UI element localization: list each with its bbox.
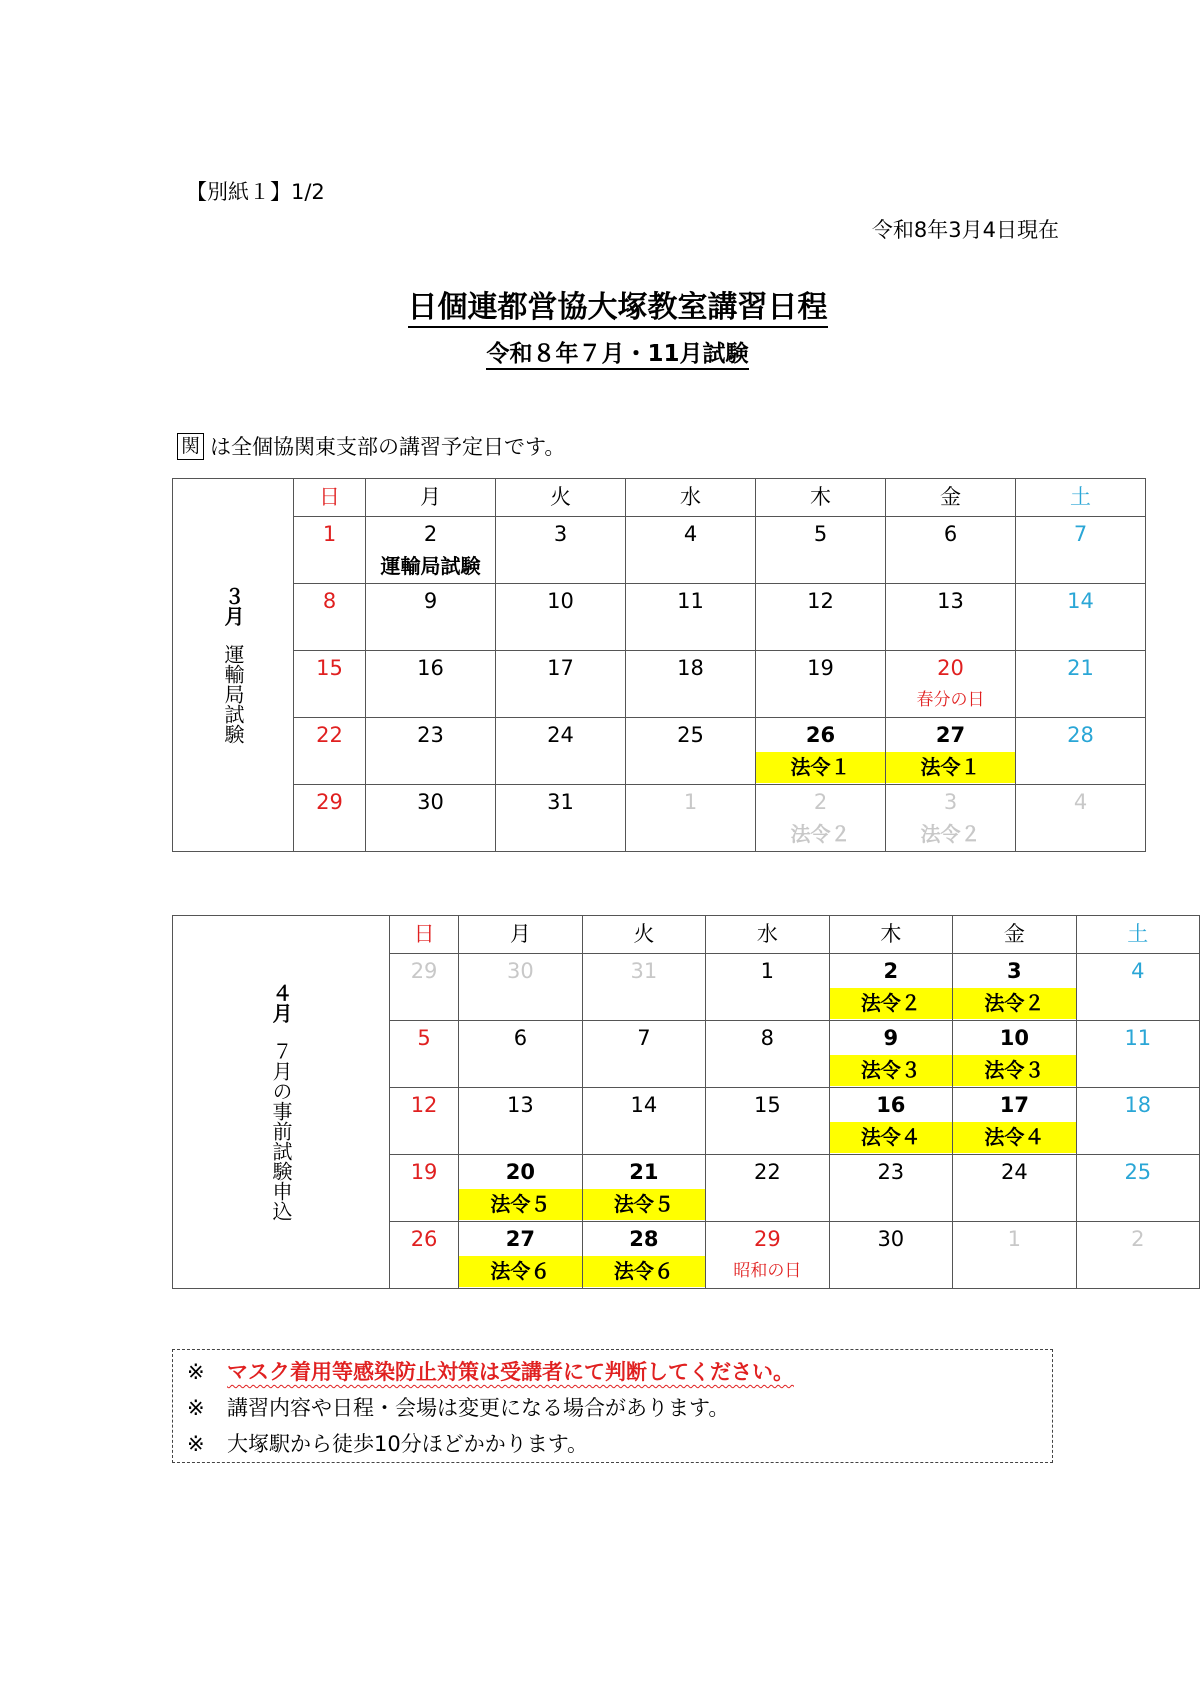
- day-cell: [459, 1021, 583, 1088]
- day-number: 14: [630, 1093, 658, 1117]
- day-number: 11: [1124, 1026, 1152, 1050]
- day-number: 20: [937, 656, 964, 680]
- note-line: [187, 1426, 1038, 1462]
- day-number: 2: [883, 959, 899, 983]
- page-title: [0, 282, 1200, 326]
- day-cell: [366, 651, 496, 718]
- day-cell: [1076, 1021, 1199, 1088]
- day-number: 16: [417, 656, 444, 680]
- day-number: 13: [507, 1093, 534, 1117]
- day-cell: [953, 954, 1077, 1021]
- page-title-text: 日個連都営協大塚教室講習日程: [408, 290, 828, 328]
- day-event-label: 法令２: [953, 988, 1076, 1019]
- day-number: 5: [813, 522, 828, 546]
- weekday-header: 水: [706, 916, 829, 954]
- weekday-header: 日: [390, 916, 459, 954]
- day-number: 1: [1007, 1227, 1022, 1251]
- calendar-april: [172, 915, 1200, 1289]
- day-number: 5: [417, 1026, 431, 1050]
- page-subtitle-text: 令和８年７月・11月試験: [486, 341, 748, 370]
- day-cell: [496, 718, 626, 785]
- day-cell: [390, 954, 459, 1021]
- day-cell: [459, 1088, 583, 1155]
- legend-box: 関: [177, 433, 204, 460]
- day-cell: [1016, 718, 1146, 785]
- day-event-label: 法令４: [953, 1122, 1076, 1153]
- month-side-note: 運輸局試験: [221, 644, 245, 744]
- day-number: 4: [683, 522, 698, 546]
- day-number: 29: [754, 1227, 781, 1251]
- note-text: 講習内容や日程・会場は変更になる場合があります。: [227, 1396, 730, 1420]
- day-cell: [1076, 1222, 1199, 1289]
- day-cell: [829, 1155, 953, 1222]
- week-row: [173, 718, 1146, 785]
- weekday-header: 火: [582, 916, 706, 954]
- month-side-label: [173, 916, 390, 1289]
- day-cell: [496, 651, 626, 718]
- day-event-label: 運輸局試験: [380, 554, 481, 578]
- day-number: 21: [629, 1160, 659, 1184]
- day-number: 19: [807, 656, 834, 680]
- day-number: 8: [760, 1026, 775, 1050]
- page-subtitle: [0, 335, 1200, 368]
- month-side-note: ７月の事前試験申込: [269, 1041, 293, 1221]
- day-cell: [886, 651, 1016, 718]
- day-number: 27: [935, 723, 966, 747]
- day-number: 18: [1124, 1093, 1152, 1117]
- day-cell: [953, 1021, 1077, 1088]
- day-number: 1: [683, 790, 698, 814]
- day-number: 20: [505, 1160, 535, 1184]
- day-cell: [886, 517, 1016, 584]
- day-number: 19: [410, 1160, 438, 1184]
- legend: [177, 431, 565, 461]
- day-cell: [953, 1088, 1077, 1155]
- day-number: 18: [677, 656, 704, 680]
- day-number: 2: [813, 790, 828, 814]
- day-cell: [294, 651, 366, 718]
- day-number: 15: [316, 656, 343, 680]
- day-event-label: 春分の日: [916, 690, 985, 710]
- day-number: 22: [754, 1160, 781, 1184]
- week-row: [173, 785, 1146, 852]
- day-event-label: 法令３: [953, 1055, 1076, 1086]
- day-cell: [829, 954, 953, 1021]
- day-cell: [582, 1155, 706, 1222]
- day-number: 30: [877, 1227, 905, 1251]
- day-number: 2: [423, 522, 438, 546]
- day-event-label: 法令６: [459, 1256, 582, 1287]
- day-number: 29: [316, 790, 343, 814]
- day-cell: [756, 651, 886, 718]
- day-number: 14: [1067, 589, 1094, 613]
- month-label: ４月: [269, 983, 293, 1023]
- day-cell: [829, 1222, 953, 1289]
- day-number: 23: [877, 1160, 905, 1184]
- day-number: 2: [1131, 1227, 1145, 1251]
- day-number: 30: [417, 790, 444, 814]
- day-number: 24: [547, 723, 574, 747]
- day-number: 7: [1073, 522, 1088, 546]
- day-number: 27: [505, 1227, 535, 1251]
- day-number: 28: [1067, 723, 1094, 747]
- day-number: 4: [1131, 959, 1145, 983]
- day-cell: [756, 517, 886, 584]
- day-number: 17: [547, 656, 574, 680]
- day-number: 1: [322, 522, 337, 546]
- day-cell: [582, 954, 706, 1021]
- day-cell: [1076, 1088, 1199, 1155]
- day-number: 11: [677, 589, 704, 613]
- day-cell: [706, 1222, 829, 1289]
- day-event-label: 法令２: [790, 822, 851, 846]
- day-cell: [496, 517, 626, 584]
- day-number: 9: [883, 1026, 899, 1050]
- day-number: 29: [410, 959, 438, 983]
- annex-label: 【別紙１】1/2: [186, 180, 325, 204]
- day-number: 31: [547, 790, 574, 814]
- day-cell: [626, 651, 756, 718]
- day-cell: [459, 954, 583, 1021]
- day-number: 26: [410, 1227, 438, 1251]
- day-number: 13: [937, 589, 964, 613]
- note-line: [187, 1354, 1038, 1390]
- day-number: 10: [547, 589, 574, 613]
- day-cell: [459, 1155, 583, 1222]
- weekday-header: 月: [459, 916, 583, 954]
- day-number: 4: [1073, 790, 1088, 814]
- day-cell: [294, 584, 366, 651]
- day-event-label: 法令５: [583, 1189, 706, 1220]
- day-cell: [582, 1021, 706, 1088]
- calendar-march: [172, 478, 1146, 852]
- day-event-label: 法令２: [830, 988, 953, 1019]
- day-number: 16: [876, 1093, 906, 1117]
- day-cell: [953, 1155, 1077, 1222]
- day-cell: [390, 1088, 459, 1155]
- day-cell: [390, 1222, 459, 1289]
- day-cell: [1016, 651, 1146, 718]
- day-cell: [886, 718, 1016, 785]
- day-number: 22: [316, 723, 343, 747]
- day-cell: [706, 1155, 829, 1222]
- day-number: 3: [1007, 959, 1022, 983]
- day-event-label: 法令５: [459, 1189, 582, 1220]
- day-event-label: 法令１: [756, 752, 885, 783]
- day-number: 6: [943, 522, 958, 546]
- day-cell: [366, 718, 496, 785]
- day-cell: [294, 785, 366, 852]
- day-cell: [626, 718, 756, 785]
- day-cell: [366, 785, 496, 852]
- note-text: マスク着用等感染防止対策は受講者にて判断してください。: [227, 1360, 794, 1384]
- day-number: 3: [943, 790, 958, 814]
- day-event-label: 昭和の日: [733, 1261, 802, 1281]
- note-mark: ※: [187, 1432, 205, 1456]
- day-number: 24: [1000, 1160, 1028, 1184]
- day-event-label: 法令３: [830, 1055, 953, 1086]
- day-cell: [1016, 785, 1146, 852]
- day-number: 1: [760, 959, 775, 983]
- day-number: 17: [999, 1093, 1029, 1117]
- day-cell: [1076, 1155, 1199, 1222]
- day-cell: [582, 1222, 706, 1289]
- day-number: 26: [805, 723, 836, 747]
- day-cell: [829, 1088, 953, 1155]
- notes-box: [172, 1349, 1053, 1463]
- weekday-header: 金: [886, 479, 1016, 517]
- weekday-header: 火: [496, 479, 626, 517]
- day-event-label: 法令６: [583, 1256, 706, 1287]
- day-number: 25: [677, 723, 704, 747]
- weekday-header: 日: [294, 479, 366, 517]
- day-number: 31: [630, 959, 658, 983]
- day-number: 21: [1067, 656, 1094, 680]
- day-event-label: 法令４: [830, 1122, 953, 1153]
- day-cell: [294, 517, 366, 584]
- day-cell: [886, 584, 1016, 651]
- weekday-header: 金: [953, 916, 1077, 954]
- day-cell: [459, 1222, 583, 1289]
- day-number: 30: [507, 959, 534, 983]
- day-cell: [756, 785, 886, 852]
- note-mark: ※: [187, 1360, 205, 1384]
- weekday-header: 土: [1016, 479, 1146, 517]
- day-number: 10: [999, 1026, 1029, 1050]
- day-cell: [756, 584, 886, 651]
- day-cell: [390, 1021, 459, 1088]
- day-cell: [1076, 954, 1199, 1021]
- weekday-header: 月: [366, 479, 496, 517]
- day-number: 3: [553, 522, 568, 546]
- note-text: 大塚駅から徒歩10分ほどかかります。: [227, 1432, 589, 1456]
- day-number: 9: [423, 589, 438, 613]
- day-number: 25: [1124, 1160, 1152, 1184]
- day-cell: [626, 517, 756, 584]
- day-cell: [756, 718, 886, 785]
- day-cell: [1016, 584, 1146, 651]
- day-event-label: 法令２: [920, 822, 981, 846]
- day-cell: [294, 718, 366, 785]
- day-number: 8: [322, 589, 337, 613]
- weekday-header: 木: [756, 479, 886, 517]
- weekday-header: 木: [829, 916, 953, 954]
- day-cell: [829, 1021, 953, 1088]
- day-number: 12: [410, 1093, 438, 1117]
- note-mark: ※: [187, 1396, 205, 1420]
- day-number: 7: [637, 1026, 651, 1050]
- day-cell: [1016, 517, 1146, 584]
- day-cell: [706, 1088, 829, 1155]
- as-of-date: 令和8年3月4日現在: [871, 218, 1059, 242]
- day-cell: [886, 785, 1016, 852]
- month-side-label: [173, 479, 294, 852]
- day-cell: [706, 1021, 829, 1088]
- day-event-label: 法令１: [886, 752, 1015, 783]
- day-cell: [953, 1222, 1077, 1289]
- day-cell: [366, 517, 496, 584]
- week-row: [173, 517, 1146, 584]
- week-row: [173, 584, 1146, 651]
- day-cell: [496, 584, 626, 651]
- day-number: 6: [513, 1026, 528, 1050]
- week-row: [173, 651, 1146, 718]
- day-cell: [366, 584, 496, 651]
- day-cell: [582, 1088, 706, 1155]
- day-cell: [496, 785, 626, 852]
- day-cell: [626, 785, 756, 852]
- note-line: [187, 1390, 1038, 1426]
- day-number: 28: [629, 1227, 659, 1251]
- day-number: 23: [417, 723, 444, 747]
- day-number: 12: [807, 589, 834, 613]
- day-cell: [706, 954, 829, 1021]
- month-label: ３月: [221, 586, 245, 626]
- day-number: 15: [754, 1093, 781, 1117]
- weekday-header: 土: [1076, 916, 1199, 954]
- weekday-header: 水: [626, 479, 756, 517]
- day-cell: [390, 1155, 459, 1222]
- day-cell: [626, 584, 756, 651]
- legend-text: は全個協関東支部の講習予定日です。: [210, 435, 566, 459]
